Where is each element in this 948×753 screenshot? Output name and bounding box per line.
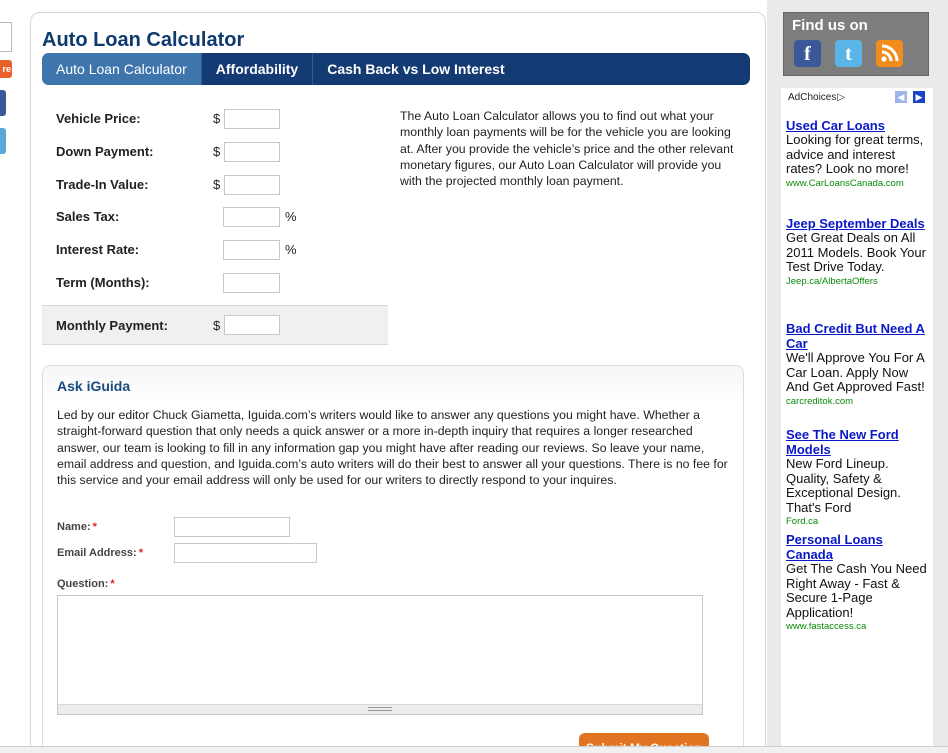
name-field[interactable]: [174, 517, 290, 537]
ad-body: Looking for great terms, advice and interest rates? Look no more!: [786, 132, 924, 176]
ad-url[interactable]: Jeep.ca/AlbertaOffers: [786, 275, 878, 287]
name-label: Name: *: [57, 521, 97, 533]
ad-body: New Ford Lineup. Quality, Safety & Exceptional Design. That's Ford: [786, 456, 901, 515]
monthly-payment-row: [42, 305, 388, 345]
monthly-payment-label: Monthly Payment:: [56, 318, 168, 333]
email-field[interactable]: [174, 543, 317, 563]
ad-body: Get The Cash You Need Right Away - Fast & Secure 1-Page Application!: [786, 561, 927, 620]
ad-title-link[interactable]: Personal Loans Canada: [786, 532, 883, 562]
ask-title: Ask iGuida: [57, 378, 131, 394]
page-title: Auto Loan Calculator: [42, 29, 245, 51]
currency-prefix: $: [213, 177, 221, 192]
vehicle-price-input[interactable]: [224, 109, 280, 129]
ad-body: Get Great Deals on All 2011 Models. Book Your Test Drive Today.: [786, 230, 926, 274]
find-us-title: Find us on: [792, 17, 868, 34]
ad-title-link[interactable]: Bad Credit But Need A Car: [786, 321, 925, 351]
sales-tax-input[interactable]: [223, 207, 280, 227]
cut-off-input[interactable]: [0, 22, 12, 52]
interest-rate-row: [42, 233, 388, 265]
cut-off-orange-button[interactable]: re: [0, 60, 12, 78]
tab-bar: [42, 53, 750, 85]
ad-title-link[interactable]: Jeep September Deals: [786, 216, 925, 231]
question-label: Question: *: [57, 578, 115, 590]
ad-item: [786, 216, 932, 287]
currency-prefix: $: [213, 318, 221, 333]
tab-affordability[interactable]: Affordability: [202, 53, 313, 85]
rss-icon[interactable]: [876, 40, 903, 67]
trade-in-input[interactable]: [224, 175, 280, 195]
tab-cash-back-vs-low-interest[interactable]: Cash Back vs Low Interest: [327, 61, 505, 77]
down-payment-label: Down Payment:: [56, 144, 154, 159]
ad-item: [786, 532, 932, 632]
ask-intro: Led by our editor Chuck Giametta, Iguida.com’s writers would like to answer any questions you might have. Whether a straight-forward question that only needs a quick answer or a more in-depth inquiry that requires a longer researched answer, our team is looking to fill in any information gap you might have after reading our reviews. So leave your name, email address and question, and Iguida.com’s auto writers will do their best to answer all your questions. There is no fee for this service and your email address will only be used for our writers to directly respond to your inquires.: [57, 408, 728, 488]
required-marker: *: [138, 547, 143, 559]
down-payment-row: [42, 135, 388, 167]
ads-prev-button[interactable]: ◀: [895, 91, 907, 103]
term-input[interactable]: [223, 273, 280, 293]
percent-suffix: %: [285, 209, 297, 224]
calculator-description: The Auto Loan Calculator allows you to find out what your monthly loan payments will be for the vehicle you are looking at. After you provide the vehicle’s price and the other relevant monetary figures, our Auto Loan Calculator will provide you with the projected monthly loan payment.: [400, 109, 734, 189]
trade-in-label: Trade-In Value:: [56, 177, 149, 192]
trade-in-row: [42, 168, 388, 200]
ask-iguida-box: [42, 365, 744, 753]
ad-item: [786, 118, 932, 189]
facebook-icon[interactable]: f: [794, 40, 821, 67]
find-us-box: [783, 12, 929, 76]
term-label: Term (Months):: [56, 275, 150, 290]
vehicle-price-label: Vehicle Price:: [56, 111, 141, 126]
vehicle-price-row: [42, 102, 388, 134]
currency-prefix: $: [213, 144, 221, 159]
grip-icon: [368, 707, 392, 711]
ad-url[interactable]: carcreditok.com: [786, 395, 854, 407]
textarea-resize-grip[interactable]: [58, 704, 702, 714]
interest-rate-label: Interest Rate:: [56, 242, 140, 257]
interest-rate-input[interactable]: [223, 240, 280, 260]
down-payment-input[interactable]: [224, 142, 280, 162]
ad-body: We'll Approve You For A Car Loan. Apply Now And Get Approved Fast!: [786, 350, 925, 394]
twitter-icon[interactable]: t: [835, 40, 862, 67]
ask-header: [43, 366, 743, 404]
adchoices-link[interactable]: AdChoices▷: [788, 92, 846, 103]
cut-off-share-icon-2[interactable]: [0, 128, 6, 154]
ads-next-button[interactable]: ▶: [913, 91, 925, 103]
ad-panel: [781, 88, 933, 748]
currency-prefix: $: [213, 111, 221, 126]
required-marker: *: [110, 578, 115, 590]
monthly-payment-output: [224, 315, 280, 335]
ad-url[interactable]: www.fastaccess.ca: [786, 621, 867, 632]
bottom-scrollbar[interactable]: [0, 746, 948, 753]
ad-url[interactable]: www.CarLoansCanada.com: [786, 177, 904, 189]
required-marker: *: [92, 521, 97, 533]
question-textarea[interactable]: [57, 595, 703, 715]
ad-item: [786, 427, 932, 527]
term-row: [42, 266, 388, 298]
sales-tax-label: Sales Tax:: [56, 209, 120, 224]
left-edge-fragments: [0, 0, 14, 753]
ad-item: [786, 321, 932, 407]
percent-suffix: %: [285, 242, 297, 257]
email-label: Email Address: *: [57, 547, 143, 559]
ad-url[interactable]: Ford.ca: [786, 516, 819, 527]
ad-title-link[interactable]: See The New Ford Models: [786, 427, 899, 457]
cut-off-share-icon[interactable]: [0, 90, 6, 116]
adchoices-icon: ▷: [837, 92, 846, 103]
ad-title-link[interactable]: Used Car Loans: [786, 118, 885, 133]
sales-tax-row: [42, 200, 388, 232]
tab-auto-loan-calculator[interactable]: Auto Loan Calculator: [42, 53, 202, 85]
